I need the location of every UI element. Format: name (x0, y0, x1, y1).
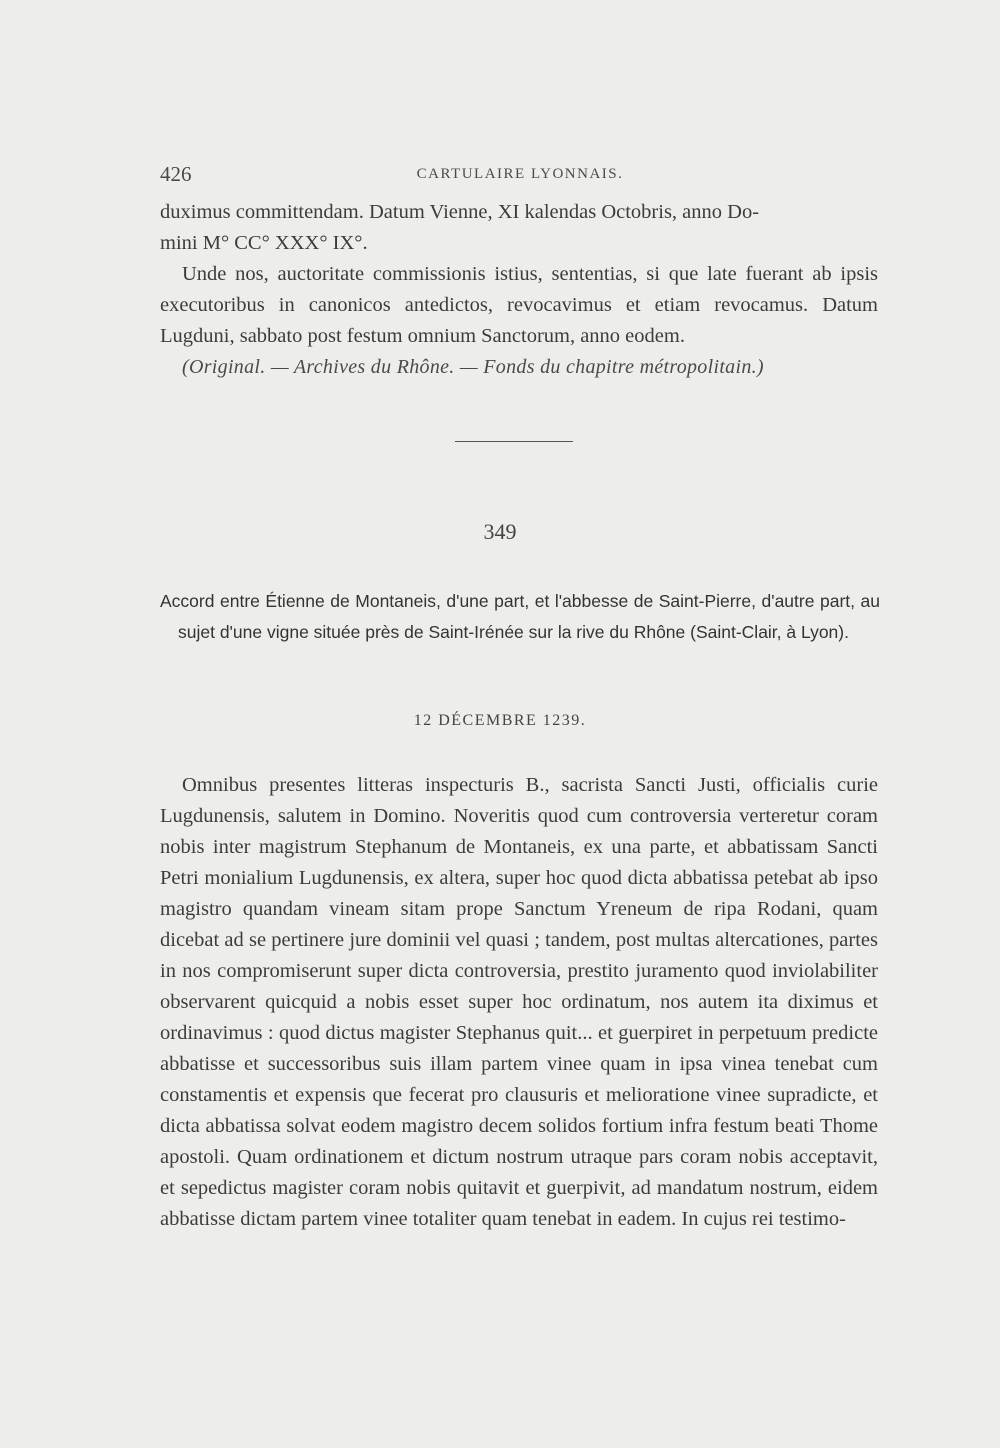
paragraph: Unde nos, auctoritate commissionis istius, sententias, si que late fuerant ab ipsis executoribus in canonicos antedictos, revocavimus et etiam revocamus. Datum Lugduni, sabbato post festum omnium Sanctorum, anno eodem. (160, 263, 878, 347)
previous-document-continuation (160, 197, 878, 259)
page-number: 426 (160, 162, 192, 186)
previous-document-paragraph (160, 259, 878, 352)
document-date: 12 DÉCEMBRE 1239. (413, 712, 587, 729)
document-body (160, 770, 878, 1235)
summary-text: Accord entre Étienne de Montaneis, d'une part, et l'abbesse de Saint-Pierre, d'autre part, au sujet d'une vigne située près de Saint-Irénée sur la rive du Rhône (Saint-Clair, à Lyon). (160, 591, 880, 642)
running-head (160, 160, 880, 190)
running-title: CARTULAIRE LYONNAIS. (416, 166, 624, 182)
document-number: 349 (483, 519, 517, 544)
text-line: mini M° CC° XXX° IX°. (160, 232, 368, 254)
body-paragraph: Omnibus presentes litteras inspecturis B., sacrista Sancti Justi, officialis curie Lugdunensis, salutem in Domino. Noveritis quod cum controversia verteretur coram nobis inter magistrum Stephanum de Montaneis, ex una parte, et abbatissam Sancti Petri monialium Lugdunensis, ex altera, super hoc quod dicta abbatissa petebat ab ipso magistro quandam vineam sitam prope Sanctum Yreneum de ripa Rodani, quam dicebat ad se pertinere jure dominii vel quasi ; tandem, post multas altercationes, partes in nos compromiserunt super dicta controversia, prestito juramento quod inviolabiliter observarent quicquid a nobis esset super hoc ordinatum, nos autem ita diximus et ordinavimus : quod dictus magister Stephanus quit... et guerpiret in perpetuum predicte abbatisse et successoribus suis illam partem vinee quam in ipsa vinea tenebat cum constamentis et expensis que fecerat pro clausuris et melioratione vinee supradicte, et dicta abbatissa solvat eodem magistro decem solidos fortium infra festum beati Thome apostoli. Quam ordinationem et dictum nostrum utraque pars coram nobis acceptavit, et sepedictus magister coram nobis quitavit et guerpivit, ad mandatum nostrum, eidem abbatisse dictam partem vinee totaliter quam tenebat in eadem. In cujus rei testimo- (160, 774, 878, 1230)
text-line: duximus committendam. Datum Vienne, XI kalendas Octobris, anno Do- (160, 201, 760, 223)
section-divider (455, 441, 573, 442)
document-summary (160, 586, 880, 648)
source-citation: (Original. — Archives du Rhône. — Fonds du chapitre métropolitain.) (182, 356, 764, 378)
